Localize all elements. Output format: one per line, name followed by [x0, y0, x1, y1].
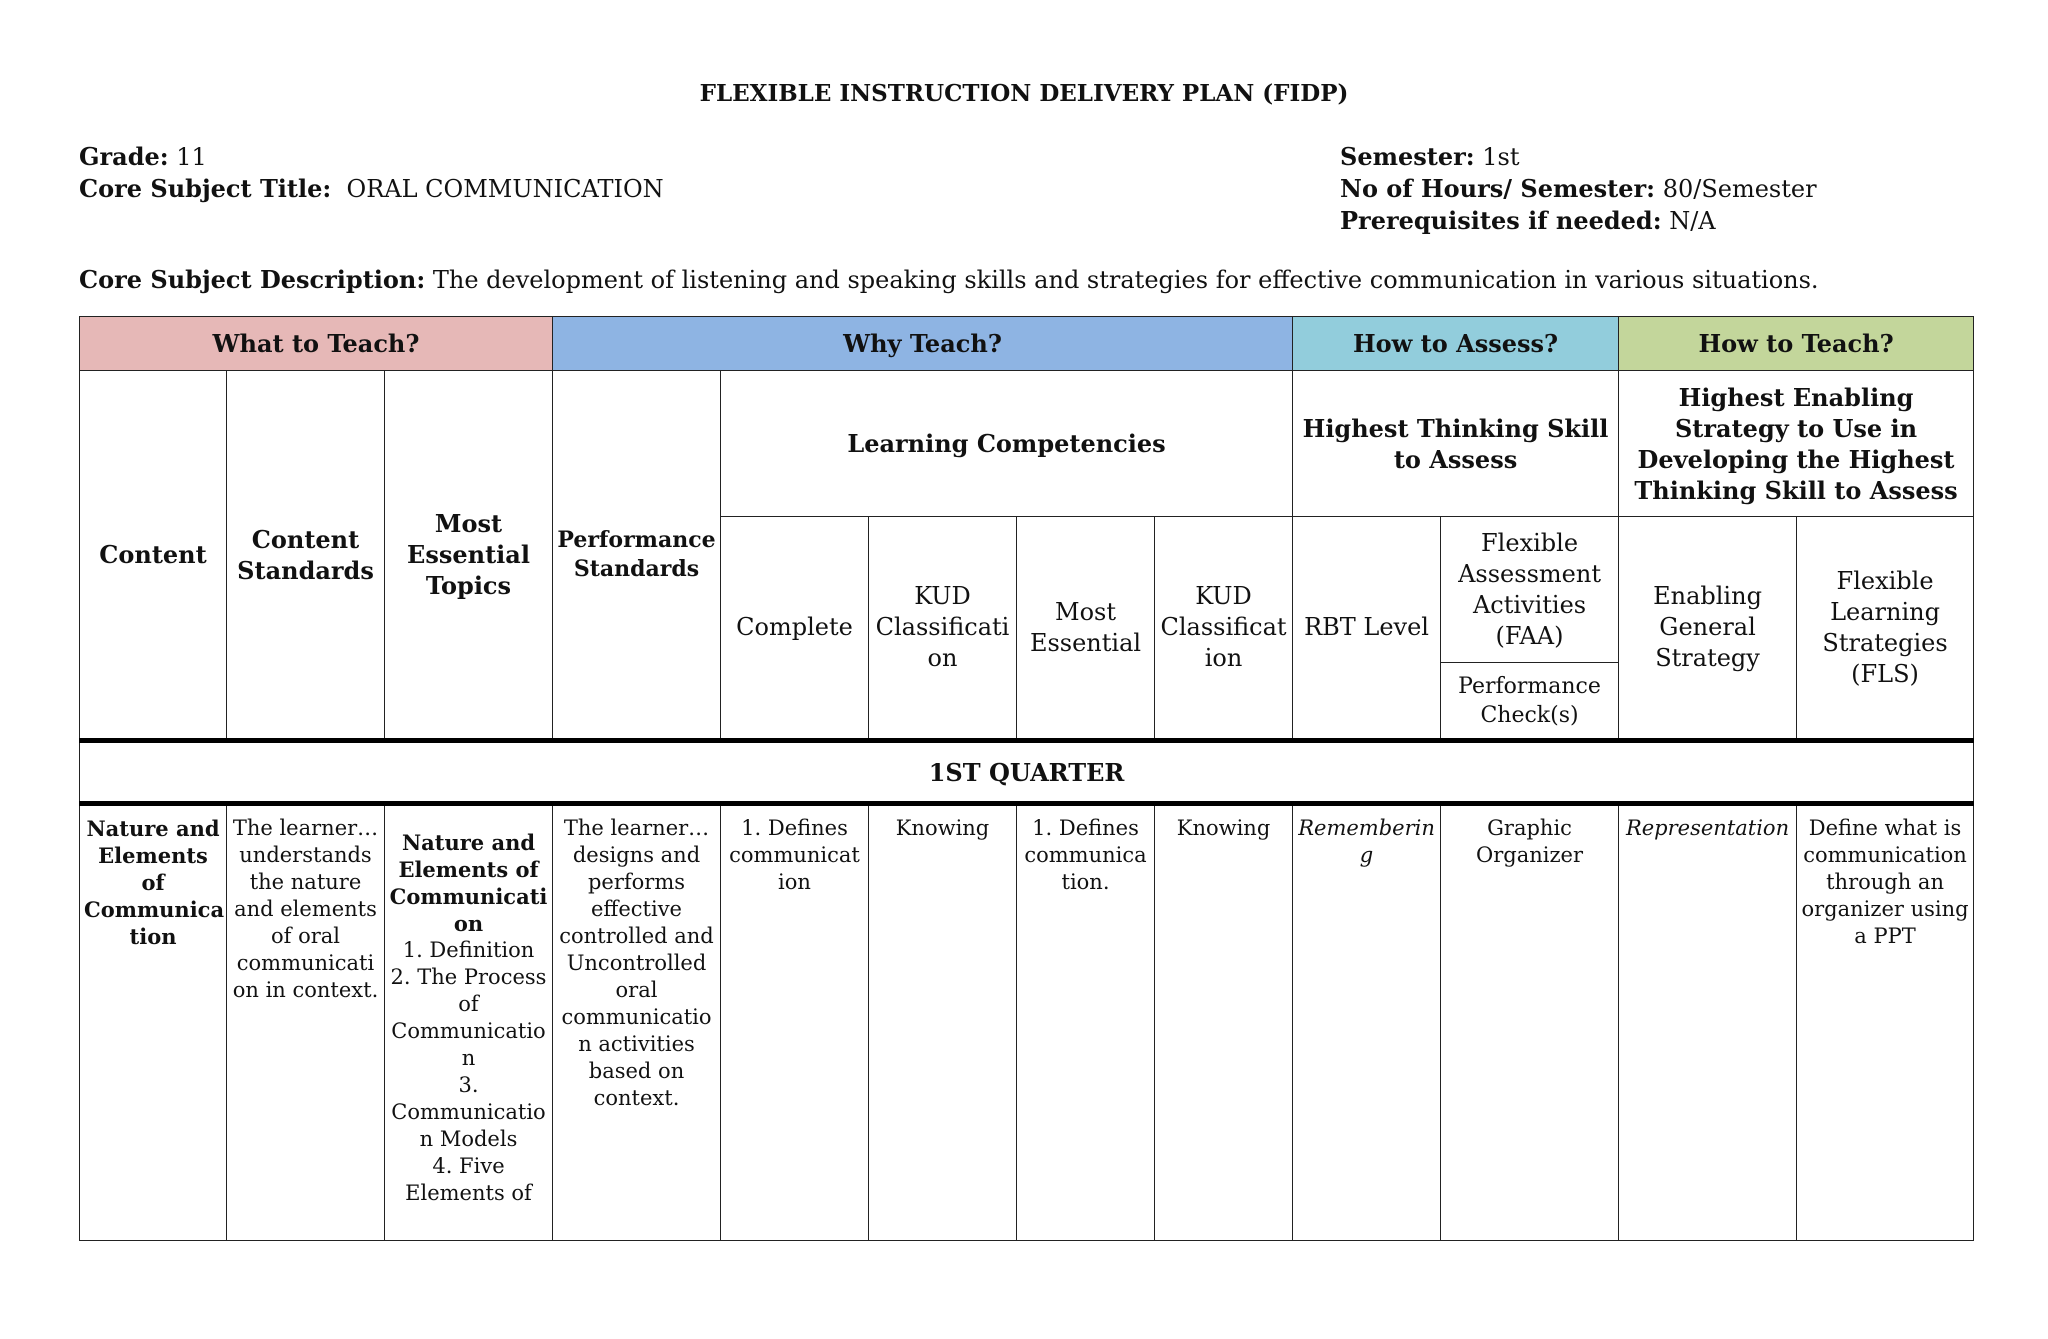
quarter-label: 1ST QUARTER — [80, 741, 1974, 804]
group-what-to-teach: What to Teach? — [80, 317, 553, 371]
header-rbt-level: RBT Level — [1293, 517, 1441, 741]
header-learning-competencies: Learning Competencies — [721, 371, 1293, 517]
topic-item: 4. Five Elements of — [405, 1154, 532, 1205]
header-complete: Complete — [721, 517, 869, 741]
prereq-value: N/A — [1669, 207, 1716, 235]
semester-label: Semester: — [1340, 142, 1475, 171]
header-fls: Flexible Learning Strategies (FLS) — [1797, 517, 1974, 741]
table-row — [80, 804, 1974, 1241]
group-how-to-assess: How to Assess? — [1293, 317, 1619, 371]
desc-value: The development of listening and speaking skills and strategies for effective communication in various situations. — [432, 266, 1819, 294]
topics-head: Nature and Elements of Communicati on — [389, 830, 548, 936]
header-performance-checks: Performance Check(s) — [1441, 663, 1619, 741]
grade-label: Grade: — [79, 142, 169, 171]
cell-fls: Define what is communication through an organizer using a PPT — [1797, 804, 1974, 1241]
group-how-to-teach: How to Teach? — [1619, 317, 1974, 371]
header-content: Content — [80, 371, 227, 741]
semester-line — [1340, 141, 1817, 173]
grade-line — [79, 141, 664, 173]
topic-item: 2. The Process of Communicatio n — [390, 965, 547, 1070]
meta-left — [79, 141, 664, 205]
header-highest-enabling-strategy: Highest Enabling Strategy to Use in Developing the Highest Thinking Skill to Assess — [1619, 371, 1974, 517]
hours-line — [1340, 173, 1817, 205]
header-kud-classification-1: KUD Classificati on — [869, 517, 1017, 741]
fidp-table — [79, 316, 1974, 1241]
page-title: FLEXIBLE INSTRUCTION DELIVERY PLAN (FIDP) — [699, 80, 1349, 107]
cell-faa: Graphic Organizer — [1441, 804, 1619, 1241]
header-kud-classification-2: KUD Classificat ion — [1155, 517, 1293, 741]
cell-performance-standards: The learner… designs and performs effective controlled and Uncontrolled oral communicatio n activities based on context. — [553, 804, 721, 1241]
header-row-1 — [80, 371, 1974, 517]
header-most-essential: Most Essential — [1017, 517, 1155, 741]
subject-value: ORAL COMMUNICATION — [346, 175, 664, 203]
subject-description — [79, 265, 1819, 294]
topic-item: 1. Definition — [402, 938, 535, 962]
cell-enabling-general-strategy: Representation — [1619, 804, 1797, 1241]
header-enabling-general-strategy: Enabling General Strategy — [1619, 517, 1797, 741]
hours-label: No of Hours/ Semester: — [1340, 174, 1656, 203]
cell-kud-classification-1: Knowing — [869, 804, 1017, 1241]
prereq-label: Prerequisites if needed: — [1340, 206, 1662, 235]
cell-kud-classification-2: Knowing — [1155, 804, 1293, 1241]
hours-value: 80/Semester — [1662, 175, 1817, 203]
prereq-line — [1340, 205, 1817, 237]
topic-item: 3. Communicatio n Models — [391, 1073, 546, 1151]
header-faa: Flexible Assessment Activities (FAA) — [1441, 517, 1619, 663]
header-performance-standards: Performance Standards — [553, 371, 721, 741]
cell-rbt-level: Rememberin g — [1293, 804, 1441, 1241]
grade-value: 11 — [176, 143, 207, 171]
quarter-row — [80, 741, 1974, 804]
group-why-teach: Why Teach? — [553, 317, 1293, 371]
semester-value: 1st — [1482, 143, 1520, 171]
cell-content-standards: The learner… understands the nature and elements of oral communicati on in context. — [227, 804, 385, 1241]
header-content-standards: Content Standards — [227, 371, 385, 741]
header-highest-thinking-skill: Highest Thinking Skill to Assess — [1293, 371, 1619, 517]
cell-content: Nature and Elements of Communica tion — [80, 804, 227, 1241]
subject-line — [79, 173, 664, 205]
desc-label: Core Subject Description: — [79, 265, 426, 294]
group-header-row — [80, 317, 1974, 371]
meta-right — [1340, 141, 1817, 237]
cell-most-essential-topics — [385, 804, 553, 1241]
cell-most-essential: 1. Defines communica tion. — [1017, 804, 1155, 1241]
cell-complete: 1. Defines communicat ion — [721, 804, 869, 1241]
header-most-essential-topics: Most Essential Topics — [385, 371, 553, 741]
subject-label: Core Subject Title: — [79, 174, 332, 203]
